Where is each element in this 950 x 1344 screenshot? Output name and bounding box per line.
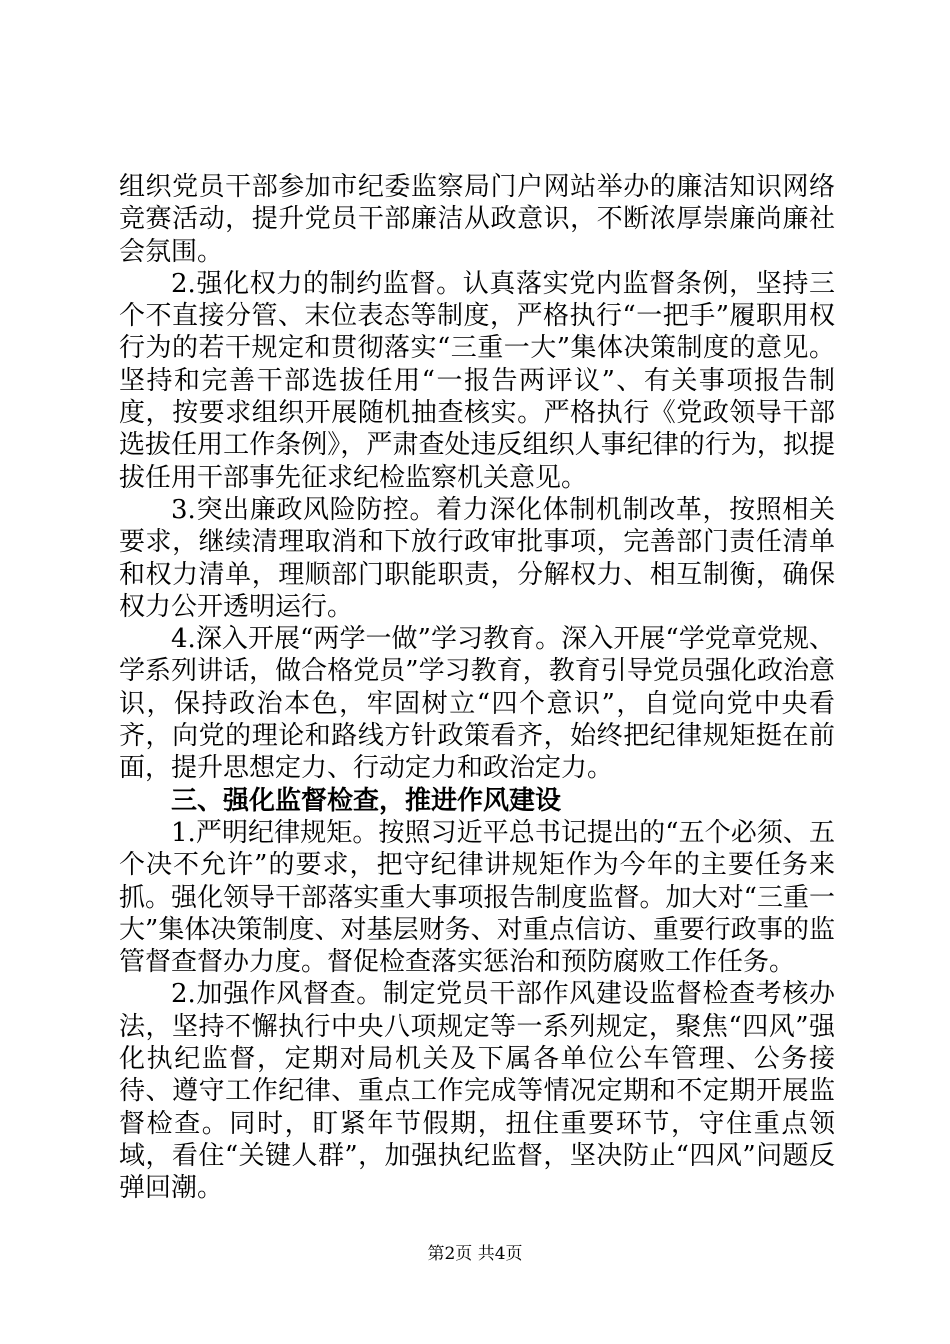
paragraph-continuation: 组织党员干部参加市纪委监察局门户网站举办的廉洁知识网络竞赛活动，提升党员干部廉洁从政意识，不断浓厚崇廉尚廉社会氛围。 bbox=[119, 172, 835, 267]
page-number-footer: 第2页 共4页 bbox=[427, 1244, 523, 1264]
section-heading: 三、强化监督检查，推进作风建设 bbox=[171, 785, 562, 816]
paragraph-item-4: 4.深入开展“两学一做”学习教育。深入开展“学党章党规、学系列讲话，做合格党员”学习教育，教育引导党员强化政治意识，保持政治本色，牢固树立“四个意识”，自觉向党中央看齐，向党的理论和路线方针政策看齐，始终把纪律规矩挺在前面，提升思想定力、行动定力和政治定力。 bbox=[119, 624, 835, 784]
document-body bbox=[119, 171, 835, 1205]
paragraph-section3-item-2: 2.加强作风督查。制定党员干部作风建设监督检查考核办法，坚持不懈执行中央八项规定等一系列规定，聚焦“四风”强化执纪监督，定期对局机关及下属各单位公车管理、公务接待、遵守工作纪律、重点工作完成等情况定期和不定期开展监督检查。同时，盯紧年节假期，扭住重要环节，守住重点领域，看住“关键人群”，加强执纪监督，坚决防止“四风”问题反弹回潮。 bbox=[119, 979, 835, 1204]
paragraph-section3-item-1: 1.严明纪律规矩。按照习近平总书记提出的“五个必须、五个决不允许”的要求，把守纪律讲规矩作为今年的主要任务来抓。强化领导干部落实重大事项报告制度监督。加大对“三重一大”集体决策制度、对基层财务、对重点信访、重要行政事的监管督查督办力度。督促检查落实惩治和预防腐败工作任务。 bbox=[119, 817, 835, 978]
paragraph-item-3: 3.突出廉政风险防控。着力深化体制机制改革，按照相关要求，继续清理取消和下放行政审批事项，完善部门责任清单和权力清单，理顺部门职能职责，分解权力、相互制衡，确保权力公开透明运行。 bbox=[119, 494, 835, 622]
paragraph-item-2: 2.强化权力的制约监督。认真落实党内监督条例，坚持三个不直接分管、末位表态等制度，严格执行“一把手”履职用权行为的若干规定和贯彻落实“三重一大”集体决策制度的意见。坚持和完善干部选拔任用“一报告两评议”、有关事项报告制度，按要求组织开展随机抽查核实。严格执行《党政领导干部选拔任用工作条例》，严肃查处违反组织人事纪律的行为，拟提拔任用干部事先征求纪检监察机关意见。 bbox=[119, 268, 835, 493]
